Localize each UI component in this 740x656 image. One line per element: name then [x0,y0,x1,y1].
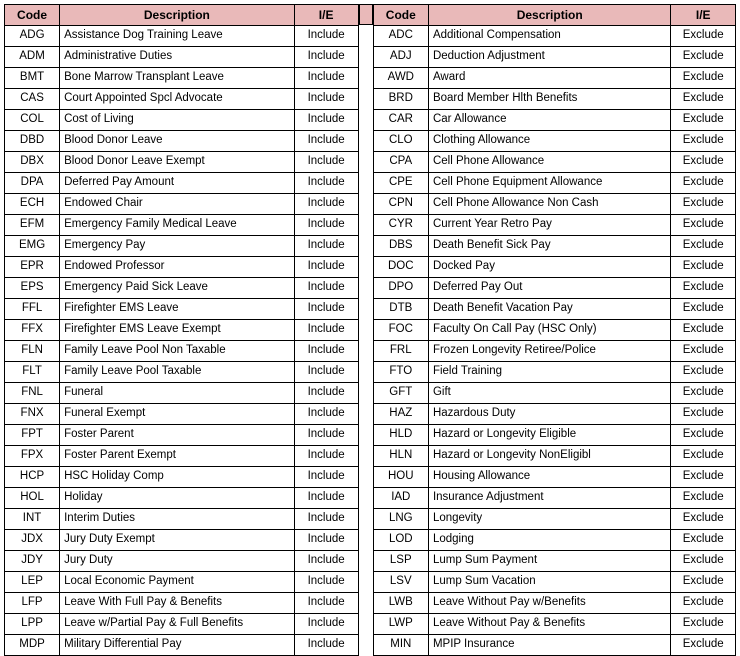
cell-code[interactable]: HCP [5,467,60,488]
spacer-cell [359,550,373,571]
cell-ie[interactable]: Exclude [671,131,736,152]
table-row[interactable] [5,593,359,614]
cell-ie[interactable]: Exclude [671,551,736,572]
cell-ie[interactable]: Include [294,173,358,194]
table-row[interactable] [5,131,359,152]
table-row[interactable] [5,383,359,404]
cell-ie[interactable]: Include [294,509,358,530]
table-row[interactable] [373,173,735,194]
table-row[interactable] [373,446,735,467]
cell-ie[interactable]: Exclude [671,68,736,89]
spacer-cell [359,67,373,88]
cell-description[interactable]: Endowed Professor [60,257,295,278]
cell-code[interactable]: AWD [373,68,428,89]
cell-ie[interactable]: Include [294,236,358,257]
table-row[interactable] [5,530,359,551]
cell-code[interactable]: FLT [5,362,60,383]
cell-description[interactable]: Funeral Exempt [60,404,295,425]
table-row[interactable] [373,47,735,68]
cell-code[interactable]: FNX [5,404,60,425]
table-row[interactable] [5,446,359,467]
table-row[interactable] [373,530,735,551]
cell-description[interactable]: Emergency Family Medical Leave [60,215,295,236]
cell-ie[interactable]: Exclude [671,362,736,383]
table-body-right [373,26,735,656]
table-row[interactable] [5,89,359,110]
cell-ie[interactable]: Include [294,299,358,320]
cell-description[interactable]: Car Allowance [428,110,671,131]
cell-description[interactable]: Assistance Dog Training Leave [60,26,295,47]
table-row[interactable] [5,509,359,530]
cell-code[interactable]: CLO [373,131,428,152]
table-row[interactable] [373,593,735,614]
spacer-cell [359,319,373,340]
cell-description[interactable]: Military Differential Pay [60,635,295,656]
cell-ie[interactable]: Include [294,467,358,488]
spacer-cell [359,361,373,382]
cell-code[interactable]: EPR [5,257,60,278]
cell-description[interactable]: Administrative Duties [60,47,295,68]
spacer-cell [359,592,373,613]
cell-description[interactable]: Court Appointed Spcl Advocate [60,89,295,110]
table-row[interactable] [373,614,735,635]
spacer-cell [359,256,373,277]
cell-code[interactable]: IAD [373,488,428,509]
cell-ie[interactable]: Include [294,215,358,236]
table-row[interactable] [5,47,359,68]
cell-code[interactable]: MDP [5,635,60,656]
cell-description[interactable]: Cell Phone Allowance Non Cash [428,194,671,215]
cell-ie[interactable]: Include [294,614,358,635]
cell-ie[interactable]: Exclude [671,509,736,530]
cell-description[interactable]: Gift [428,383,671,404]
spacer-cell [359,487,373,508]
cell-ie[interactable]: Include [294,551,358,572]
cell-ie[interactable]: Exclude [671,404,736,425]
cell-code[interactable]: LWB [373,593,428,614]
spacer-cell [359,571,373,592]
cell-ie[interactable]: Exclude [671,635,736,656]
spacer-cell [359,109,373,130]
column-header-code-right[interactable]: Code [373,5,428,26]
cell-code[interactable]: FLN [5,341,60,362]
cell-description[interactable]: Jury Duty Exempt [60,530,295,551]
table-row[interactable] [373,320,735,341]
cell-ie[interactable]: Exclude [671,488,736,509]
table-row[interactable] [5,425,359,446]
cell-description[interactable]: Local Economic Payment [60,572,295,593]
table-row[interactable] [373,467,735,488]
cell-description[interactable]: Leave With Full Pay & Benefits [60,593,295,614]
cell-code[interactable]: MIN [373,635,428,656]
cell-description[interactable]: Holiday [60,488,295,509]
cell-description[interactable]: Lump Sum Payment [428,551,671,572]
cell-ie[interactable]: Include [294,635,358,656]
table-row[interactable] [5,278,359,299]
table-row[interactable] [5,404,359,425]
table-row[interactable] [5,110,359,131]
table-header-row-right [373,5,735,26]
table-row[interactable] [5,362,359,383]
cell-description[interactable]: Faculty On Call Pay (HSC Only) [428,320,671,341]
cell-code[interactable]: EMG [5,236,60,257]
cell-ie[interactable]: Exclude [671,341,736,362]
table-row[interactable] [5,488,359,509]
cell-ie[interactable]: Include [294,572,358,593]
table-row[interactable] [373,68,735,89]
cell-description[interactable]: Award [428,68,671,89]
cell-description[interactable]: MPIP Insurance [428,635,671,656]
table-row[interactable] [5,257,359,278]
table-row[interactable] [373,236,735,257]
cell-code[interactable]: CPE [373,173,428,194]
cell-ie[interactable]: Include [294,110,358,131]
cell-description[interactable]: Additional Compensation [428,26,671,47]
cell-ie[interactable]: Exclude [671,236,736,257]
table-row[interactable] [373,362,735,383]
table-row[interactable] [373,635,735,656]
cell-code[interactable]: ADG [5,26,60,47]
cell-ie[interactable]: Exclude [671,572,736,593]
cell-ie[interactable]: Include [294,89,358,110]
cell-ie[interactable]: Include [294,68,358,89]
table-row[interactable] [373,341,735,362]
exclude-codes-table [373,4,736,656]
cell-ie[interactable]: Exclude [671,425,736,446]
spacer-cell [359,445,373,466]
spacer-cell [359,403,373,424]
column-header-ie-right[interactable]: I/E [671,5,736,26]
spacer-cell [359,529,373,550]
cell-description[interactable]: Cell Phone Equipment Allowance [428,173,671,194]
table-row[interactable] [373,194,735,215]
cell-code[interactable]: INT [5,509,60,530]
table-row[interactable] [5,299,359,320]
cell-description[interactable]: Deduction Adjustment [428,47,671,68]
cell-code[interactable]: FRL [373,341,428,362]
table-row[interactable] [373,257,735,278]
cell-code[interactable]: DPO [373,278,428,299]
spacer-cell [359,298,373,319]
cell-description[interactable]: Current Year Retro Pay [428,215,671,236]
cell-ie[interactable]: Exclude [671,215,736,236]
table-row[interactable] [5,173,359,194]
cell-description[interactable]: Interim Duties [60,509,295,530]
cell-ie[interactable]: Include [294,131,358,152]
cell-ie[interactable]: Exclude [671,446,736,467]
cell-code[interactable]: HLN [373,446,428,467]
cell-code[interactable]: GFT [373,383,428,404]
cell-ie[interactable]: Include [294,446,358,467]
table-row[interactable] [373,551,735,572]
table-row[interactable] [5,341,359,362]
table-row[interactable] [5,26,359,47]
cell-code[interactable]: DBS [373,236,428,257]
spacer-header-cell [359,4,373,25]
cell-description[interactable]: Leave w/Partial Pay & Full Benefits [60,614,295,635]
cell-ie[interactable]: Include [294,47,358,68]
spacer-cell [359,193,373,214]
cell-description[interactable]: Family Leave Pool Non Taxable [60,341,295,362]
table-row[interactable] [373,509,735,530]
cell-code[interactable]: DTB [373,299,428,320]
two-column-table-layout [4,4,736,656]
table-row[interactable] [373,131,735,152]
cell-code[interactable]: FPX [5,446,60,467]
cell-description[interactable]: Death Benefit Vacation Pay [428,299,671,320]
cell-ie[interactable]: Exclude [671,257,736,278]
cell-ie[interactable]: Include [294,530,358,551]
cell-code[interactable]: JDX [5,530,60,551]
cell-code[interactable]: LEP [5,572,60,593]
cell-ie[interactable]: Exclude [671,152,736,173]
table-row[interactable] [5,614,359,635]
cell-description[interactable]: Cell Phone Allowance [428,152,671,173]
cell-code[interactable]: COL [5,110,60,131]
cell-ie[interactable]: Exclude [671,299,736,320]
cell-code[interactable]: FFX [5,320,60,341]
cell-code[interactable]: LPP [5,614,60,635]
cell-ie[interactable]: Include [294,152,358,173]
spacer-cell [359,277,373,298]
cell-code[interactable]: FOC [373,320,428,341]
cell-code[interactable]: EFM [5,215,60,236]
cell-description[interactable]: Clothing Allowance [428,131,671,152]
cell-description[interactable]: Lump Sum Vacation [428,572,671,593]
cell-description[interactable]: Endowed Chair [60,194,295,215]
cell-ie[interactable]: Exclude [671,278,736,299]
spacer-body-cells [359,25,373,655]
cell-description[interactable]: Hazard or Longevity Eligible [428,425,671,446]
column-header-code-left[interactable]: Code [5,5,60,26]
cell-ie[interactable]: Include [294,278,358,299]
spacer-cell [359,235,373,256]
table-row[interactable] [373,299,735,320]
cell-description[interactable]: Frozen Longevity Retiree/Police [428,341,671,362]
spacer-column [359,4,373,655]
table-row[interactable] [373,215,735,236]
cell-ie[interactable]: Include [294,26,358,47]
cell-description[interactable]: Lodging [428,530,671,551]
spacer-cell [359,88,373,109]
spacer-cell [359,634,373,655]
table-row[interactable] [5,236,359,257]
cell-ie[interactable]: Include [294,194,358,215]
cell-code[interactable]: ADM [5,47,60,68]
spacer-cell [359,424,373,445]
cell-description[interactable]: Cost of Living [60,110,295,131]
table-row[interactable] [373,26,735,47]
cell-description[interactable]: Board Member Hlth Benefits [428,89,671,110]
cell-code[interactable]: JDY [5,551,60,572]
spacer-cell [359,613,373,634]
column-header-description-right[interactable]: Description [428,5,671,26]
cell-ie[interactable]: Exclude [671,89,736,110]
cell-code[interactable]: CAS [5,89,60,110]
cell-description[interactable]: Deferred Pay Out [428,278,671,299]
cell-code[interactable]: FPT [5,425,60,446]
spacer-cell [359,151,373,172]
cell-description[interactable]: Foster Parent [60,425,295,446]
cell-description[interactable]: Hazardous Duty [428,404,671,425]
table-row[interactable] [5,215,359,236]
table-row[interactable] [5,635,359,656]
cell-code[interactable]: BRD [373,89,428,110]
cell-ie[interactable]: Include [294,257,358,278]
cell-code[interactable]: LOD [373,530,428,551]
cell-description[interactable]: Field Training [428,362,671,383]
cell-code[interactable]: HOU [373,467,428,488]
cell-ie[interactable]: Exclude [671,593,736,614]
cell-code[interactable]: LNG [373,509,428,530]
cell-code[interactable]: CPA [373,152,428,173]
table-row[interactable] [5,152,359,173]
cell-ie[interactable]: Exclude [671,110,736,131]
spacer-cell [359,340,373,361]
cell-code[interactable]: HOL [5,488,60,509]
spacer-cell [359,466,373,487]
cell-description[interactable]: Jury Duty [60,551,295,572]
cell-ie[interactable]: Exclude [671,614,736,635]
spacer-cell [359,382,373,403]
table-row[interactable] [5,467,359,488]
cell-description[interactable]: Blood Donor Leave [60,131,295,152]
cell-description[interactable]: Emergency Paid Sick Leave [60,278,295,299]
cell-code[interactable]: BMT [5,68,60,89]
cell-code[interactable]: CYR [373,215,428,236]
cell-code[interactable]: FFL [5,299,60,320]
cell-code[interactable]: HLD [373,425,428,446]
cell-description[interactable]: Leave Without Pay w/Benefits [428,593,671,614]
cell-ie[interactable]: Exclude [671,47,736,68]
cell-ie[interactable]: Exclude [671,194,736,215]
cell-code[interactable]: LFP [5,593,60,614]
table-row[interactable] [5,68,359,89]
cell-description[interactable]: Firefighter EMS Leave [60,299,295,320]
cell-ie[interactable]: Exclude [671,173,736,194]
cell-code[interactable]: CAR [373,110,428,131]
table-row[interactable] [5,572,359,593]
cell-ie[interactable]: Include [294,425,358,446]
table-row[interactable] [373,110,735,131]
table-row[interactable] [5,194,359,215]
cell-description[interactable]: Firefighter EMS Leave Exempt [60,320,295,341]
cell-description[interactable]: Family Leave Pool Taxable [60,362,295,383]
spacer-cell [359,130,373,151]
table-row[interactable] [373,383,735,404]
table-row[interactable] [373,278,735,299]
cell-ie[interactable]: Exclude [671,383,736,404]
cell-description[interactable]: Housing Allowance [428,467,671,488]
cell-ie[interactable]: Exclude [671,467,736,488]
spacer-cell [359,214,373,235]
cell-description[interactable]: Deferred Pay Amount [60,173,295,194]
cell-description[interactable]: HSC Holiday Comp [60,467,295,488]
cell-code[interactable]: LSV [373,572,428,593]
cell-code[interactable]: ECH [5,194,60,215]
spacer-cell [359,508,373,529]
cell-description[interactable]: Bone Marrow Transplant Leave [60,68,295,89]
table-row[interactable] [5,320,359,341]
table-row[interactable] [373,572,735,593]
cell-description[interactable]: Foster Parent Exempt [60,446,295,467]
cell-description[interactable]: Hazard or Longevity NonEligibl [428,446,671,467]
cell-ie[interactable]: Include [294,593,358,614]
column-header-description-left[interactable]: Description [60,5,295,26]
cell-description[interactable]: Emergency Pay [60,236,295,257]
cell-ie[interactable]: Include [294,341,358,362]
spacer-cell [359,25,373,46]
cell-code[interactable]: DPA [5,173,60,194]
spacer-cell [359,46,373,67]
cell-code[interactable]: FNL [5,383,60,404]
cell-code[interactable]: ADC [373,26,428,47]
cell-code[interactable]: FTO [373,362,428,383]
table-row[interactable] [373,488,735,509]
table-row[interactable] [5,551,359,572]
cell-description[interactable]: Leave Without Pay & Benefits [428,614,671,635]
cell-code[interactable]: DBD [5,131,60,152]
cell-ie[interactable]: Include [294,383,358,404]
cell-ie[interactable]: Include [294,404,358,425]
cell-code[interactable]: LSP [373,551,428,572]
table-row[interactable] [373,89,735,110]
cell-description[interactable]: Death Benefit Sick Pay [428,236,671,257]
column-header-ie-left[interactable]: I/E [294,5,358,26]
cell-description[interactable]: Insurance Adjustment [428,488,671,509]
cell-code[interactable]: LWP [373,614,428,635]
cell-code[interactable]: DBX [5,152,60,173]
cell-ie[interactable]: Include [294,362,358,383]
cell-description[interactable]: Docked Pay [428,257,671,278]
cell-ie[interactable]: Exclude [671,530,736,551]
cell-ie[interactable]: Exclude [671,26,736,47]
cell-ie[interactable]: Include [294,488,358,509]
cell-description[interactable]: Blood Donor Leave Exempt [60,152,295,173]
cell-code[interactable]: EPS [5,278,60,299]
table-row[interactable] [373,425,735,446]
cell-description[interactable]: Longevity [428,509,671,530]
table-body-left [5,26,359,656]
table-row[interactable] [373,152,735,173]
cell-code[interactable]: ADJ [373,47,428,68]
cell-ie[interactable]: Include [294,320,358,341]
cell-description[interactable]: Funeral [60,383,295,404]
cell-ie[interactable]: Exclude [671,320,736,341]
cell-code[interactable]: DOC [373,257,428,278]
table-header-row-left [5,5,359,26]
cell-code[interactable]: CPN [373,194,428,215]
spacer-cell [359,172,373,193]
include-codes-table [4,4,359,656]
table-row[interactable] [373,404,735,425]
cell-code[interactable]: HAZ [373,404,428,425]
